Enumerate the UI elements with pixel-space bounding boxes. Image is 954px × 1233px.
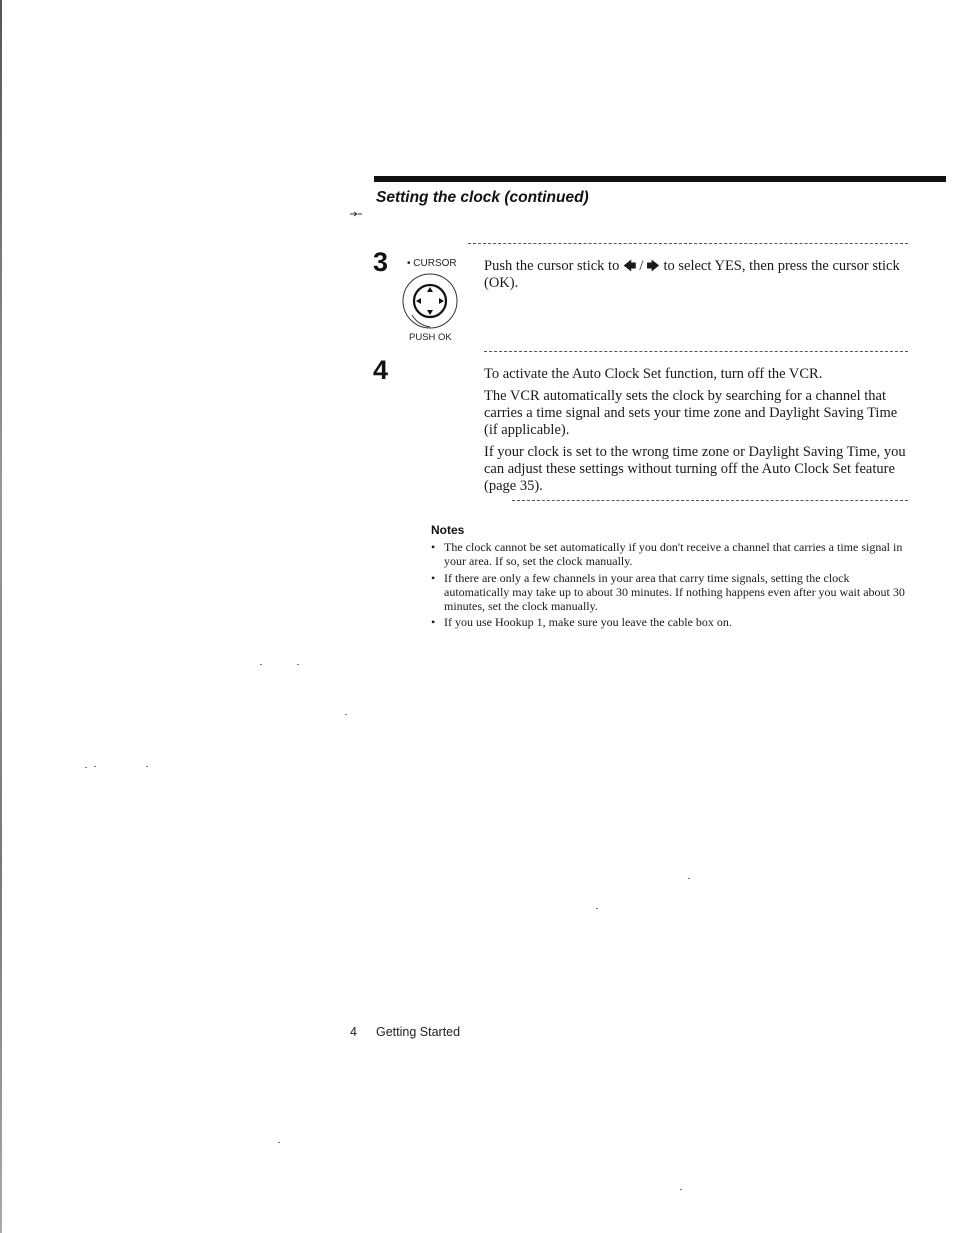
cursor-label: • CURSOR: [407, 258, 457, 269]
scan-speck: [278, 1142, 280, 1143]
step3-instruction: [484, 258, 912, 292]
note-item: • If you use Hookup 1, make sure you leave the cable box on.: [430, 615, 914, 629]
scan-speck: [345, 714, 347, 715]
step4-rule: [484, 351, 908, 352]
step3-instruction-after: to select YES, then press the cursor stick (OK).: [484, 258, 900, 291]
step4-paragraph-3: If your clock is set to the wrong time zone or Daylight Saving Time, you can adjust these settings without turning off the Auto Clock Set feature (page 35).: [484, 444, 906, 494]
step4-end-rule: [512, 500, 908, 501]
scan-speck: [688, 878, 690, 879]
arrow-separator: /: [639, 258, 644, 274]
scan-speck: [85, 767, 87, 768]
scan-speck: [260, 664, 262, 665]
scan-speck: [94, 766, 96, 767]
note-item: • If there are only a few channels in your area that carry time signals, setting the clock automatically may take up to about 30 minutes. If nothing happens even after you wait about 30 minutes, set the clock manually.: [430, 571, 914, 614]
scan-speck: [596, 908, 598, 909]
step4-paragraph-2: The VCR automatically sets the clock by searching for a channel that carries a time signal and sets your time zone and Daylight Saving Time (if applicable).: [484, 388, 898, 438]
step3-rule: [468, 243, 908, 244]
step-3-number: 3: [373, 247, 389, 277]
arrow-right-icon: 🡆: [646, 259, 660, 274]
cursor-stick-icon: [400, 271, 460, 331]
step3-instruction-before: Push the cursor stick to: [484, 258, 623, 274]
notes-heading: Notes: [431, 523, 465, 537]
footer-section-name: Getting Started: [376, 1025, 461, 1039]
push-ok-label: PUSH OK: [409, 332, 452, 343]
scan-speck: [680, 1189, 682, 1190]
arrow-left-icon: 🡄: [622, 259, 637, 274]
step-4-number: 4: [373, 355, 389, 385]
section-marker-icon: [349, 211, 363, 217]
notes-list: [430, 540, 914, 632]
step4-paragraph-1: To activate the Auto Clock Set function, turn off the VCR.: [484, 366, 823, 382]
section-title: Setting the clock (continued): [376, 189, 589, 206]
note-item: • The clock cannot be set automatically if you don't receive a channel that carries a time signal in your area. If so, set the clock manually.: [430, 540, 914, 569]
header-rule: [374, 176, 946, 182]
page-number: 4: [350, 1025, 357, 1039]
scan-edge: [0, 0, 2, 1233]
scan-speck: [297, 664, 299, 665]
scan-speck: [146, 766, 148, 767]
